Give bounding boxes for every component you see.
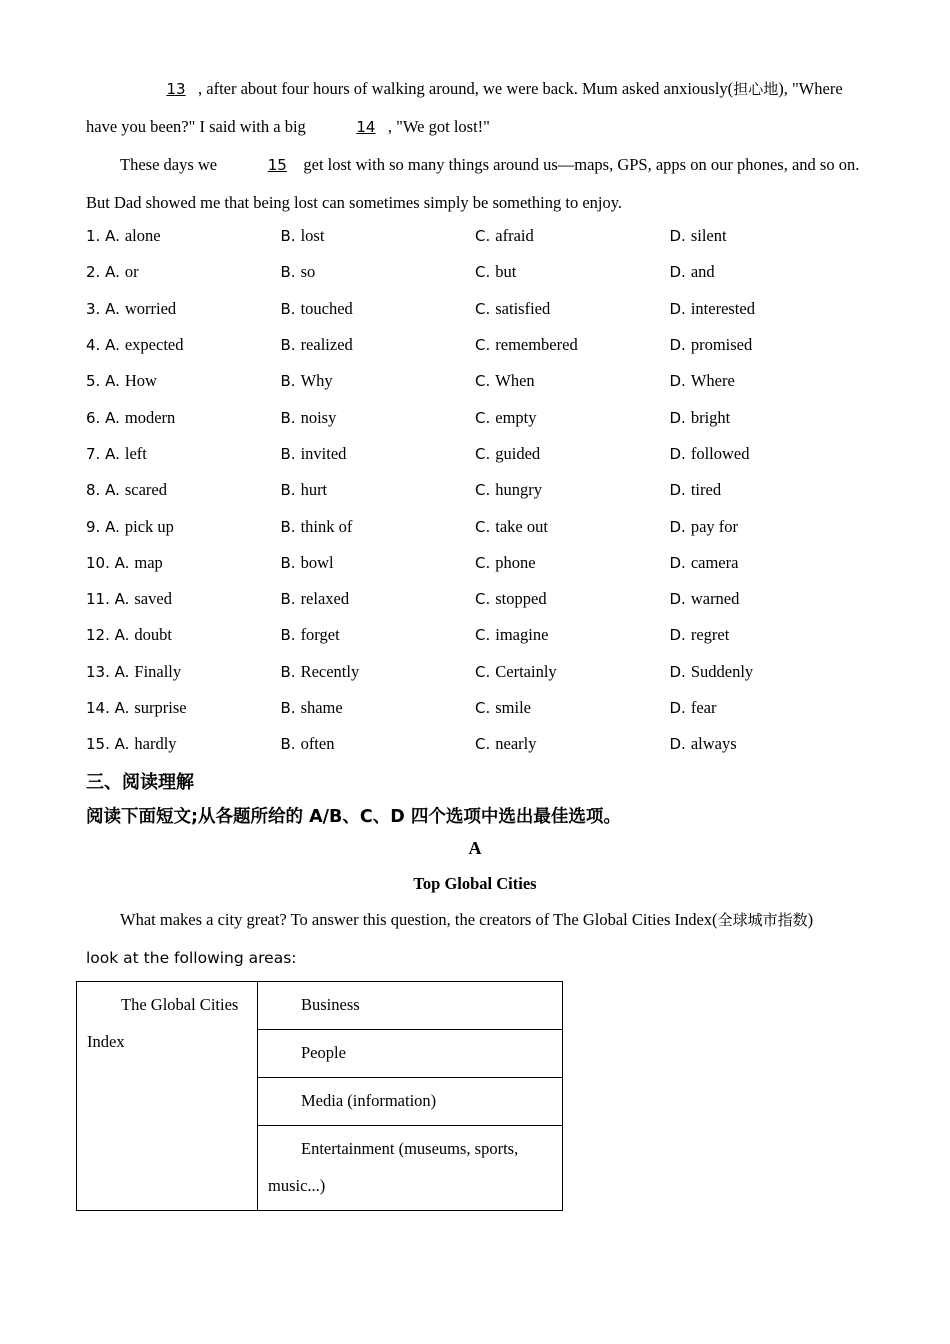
option-text: invited	[300, 443, 347, 463]
option-text: Where	[690, 371, 735, 391]
option-a	[86, 408, 281, 428]
option-text: Finally	[134, 661, 182, 681]
option-text: Recently	[300, 661, 360, 681]
option-text: Certainly	[495, 661, 557, 681]
option-label: 15. A.	[86, 735, 130, 754]
option-label: C.	[475, 444, 491, 463]
option-label: C.	[475, 263, 491, 282]
option-c	[475, 517, 670, 537]
option-c	[475, 662, 670, 682]
option-text: camera	[690, 552, 739, 572]
option-label: C.	[475, 481, 491, 500]
option-a	[86, 698, 281, 718]
option-label: C.	[475, 336, 491, 355]
question-row	[86, 581, 886, 617]
option-label: D.	[669, 699, 686, 717]
option-label: 13. A.	[86, 662, 130, 681]
option-a	[86, 226, 281, 246]
option-label: C.	[475, 590, 491, 609]
option-b	[281, 589, 476, 609]
option-label: B.	[280, 372, 296, 391]
option-a	[86, 299, 281, 319]
option-a	[86, 262, 281, 282]
option-a	[86, 335, 281, 355]
option-label: C.	[475, 662, 491, 681]
option-a	[86, 662, 281, 682]
option-c	[475, 335, 670, 355]
option-a	[86, 371, 281, 391]
option-text: forget	[300, 625, 340, 645]
option-text: empty	[495, 407, 537, 427]
option-text: Why	[300, 371, 333, 391]
option-text: afraid	[495, 226, 534, 246]
option-d	[670, 553, 870, 573]
option-label: 14. A.	[86, 699, 130, 717]
option-text: so	[300, 262, 316, 282]
table-row: People	[258, 1030, 563, 1078]
option-text: saved	[134, 589, 172, 609]
option-d	[670, 371, 870, 391]
option-d	[670, 226, 870, 246]
option-c	[475, 734, 670, 754]
option-a	[86, 553, 281, 573]
question-row	[86, 472, 886, 508]
option-text: surprise	[134, 698, 187, 717]
option-text: Suddenly	[690, 661, 754, 681]
option-text: relaxed	[300, 589, 350, 609]
question-row	[86, 327, 886, 363]
option-d	[670, 262, 870, 282]
option-label: D.	[669, 372, 686, 391]
option-text: stopped	[495, 589, 547, 609]
option-d	[670, 698, 870, 718]
option-label: D.	[669, 408, 686, 427]
question-row	[86, 545, 886, 581]
blank-15: 15	[267, 156, 287, 174]
option-label: D.	[669, 517, 686, 536]
option-label: D.	[669, 336, 686, 355]
section-heading: 三、阅读理解	[86, 772, 194, 793]
option-text: shame	[300, 698, 343, 717]
option-c	[475, 553, 670, 573]
option-label: 8. A.	[86, 481, 120, 500]
option-text: hungry	[495, 480, 542, 500]
option-c	[475, 371, 670, 391]
option-a	[86, 444, 281, 464]
question-row	[86, 726, 886, 762]
question-row	[86, 363, 886, 399]
option-b	[281, 371, 476, 391]
passage-paragraph-2: These days we 15 get lost with so many things around us—maps, GPS, apps on our phones, and so on. But Dad showed me that being lost can sometimes simply be something to enjoy.	[86, 146, 866, 221]
table-left-cell: The Global Cities Index	[77, 982, 258, 1211]
option-text: doubt	[134, 625, 172, 645]
option-c	[475, 408, 670, 428]
option-c	[475, 226, 670, 246]
option-label: D.	[669, 662, 686, 681]
option-label: B.	[280, 299, 296, 318]
option-text: and	[690, 262, 715, 282]
option-label: 7. A.	[86, 444, 120, 463]
option-label: C.	[475, 408, 491, 427]
option-c	[475, 262, 670, 282]
option-text: regret	[690, 625, 730, 645]
option-text: phone	[495, 552, 536, 572]
option-label: B.	[280, 662, 296, 681]
option-text: but	[495, 262, 517, 282]
option-b	[281, 408, 476, 428]
option-text: satisfied	[495, 298, 551, 318]
option-text: take out	[495, 516, 548, 536]
option-c	[475, 589, 670, 609]
option-a	[86, 734, 281, 754]
option-d	[670, 517, 870, 537]
option-text: expected	[124, 335, 184, 355]
question-row	[86, 254, 886, 290]
option-b	[281, 517, 476, 537]
option-label: B.	[280, 626, 296, 645]
option-label: B.	[280, 444, 296, 463]
cloze-passage	[86, 70, 866, 221]
option-c	[475, 625, 670, 645]
option-text: think of	[300, 516, 353, 536]
option-d	[670, 480, 870, 500]
table-row: Business	[258, 982, 563, 1030]
option-text: imagine	[495, 625, 549, 645]
option-text: touched	[300, 298, 353, 318]
question-row	[86, 218, 886, 254]
option-label: B.	[280, 408, 296, 427]
option-text: alone	[124, 226, 161, 246]
option-label: 10. A.	[86, 553, 130, 572]
option-label: C.	[475, 553, 491, 572]
option-a	[86, 480, 281, 500]
question-row	[86, 690, 886, 726]
table-row: Entertainment (museums, sports, music...)	[258, 1126, 563, 1211]
option-label: 11. A.	[86, 590, 130, 609]
option-label: D.	[669, 481, 686, 500]
option-text: worried	[124, 298, 177, 318]
option-text: warned	[690, 589, 740, 609]
option-b	[281, 299, 476, 319]
option-label: D.	[669, 263, 686, 282]
option-text: tired	[690, 480, 722, 500]
option-label: 2. A.	[86, 263, 120, 282]
blank-13: 13	[166, 80, 186, 98]
option-text: hardly	[134, 734, 177, 754]
option-label: D.	[669, 626, 686, 645]
option-label: D.	[669, 227, 686, 246]
option-label: 1. A.	[86, 227, 120, 246]
option-label: C.	[475, 735, 491, 754]
table-row: Media (information)	[258, 1078, 563, 1126]
question-row	[86, 617, 886, 653]
option-label: 4. A.	[86, 336, 120, 355]
option-text: pick up	[124, 516, 174, 536]
option-label: B.	[280, 553, 296, 572]
option-label: B.	[280, 735, 296, 754]
passage-title: Top Global Cities	[413, 874, 537, 893]
question-row	[86, 291, 886, 327]
option-b	[281, 698, 476, 718]
option-b	[281, 734, 476, 754]
option-text: How	[124, 371, 157, 391]
question-row	[86, 436, 886, 472]
option-text: bright	[690, 407, 731, 427]
options-list	[86, 218, 886, 762]
option-text: nearly	[495, 734, 537, 754]
option-text: scared	[124, 480, 167, 500]
option-label: B.	[280, 481, 296, 500]
option-d	[670, 662, 870, 682]
option-b	[281, 480, 476, 500]
option-d	[670, 589, 870, 609]
option-text: left	[124, 443, 147, 463]
option-label: 5. A.	[86, 372, 120, 391]
option-b	[281, 444, 476, 464]
option-text: silent	[690, 226, 727, 246]
option-text: When	[495, 371, 535, 391]
option-text: pay for	[690, 516, 739, 536]
option-label: C.	[475, 699, 491, 717]
reading-intro: What makes a city great? To answer this question, the creators of The Global Cities Index(全球城市指数) look at the following areas:	[86, 910, 814, 967]
question-row	[86, 508, 886, 544]
option-b	[281, 226, 476, 246]
option-label: B.	[280, 699, 296, 717]
option-b	[281, 553, 476, 573]
blank-14: 14	[356, 118, 376, 136]
option-d	[670, 734, 870, 754]
option-a	[86, 589, 281, 609]
option-label: C.	[475, 299, 491, 318]
option-b	[281, 262, 476, 282]
option-label: D.	[669, 299, 686, 318]
option-text: hurt	[300, 480, 328, 500]
option-text: noisy	[300, 407, 337, 427]
question-row	[86, 399, 886, 435]
option-label: C.	[475, 626, 491, 645]
option-text: promised	[690, 335, 753, 355]
option-d	[670, 299, 870, 319]
option-d	[670, 408, 870, 428]
option-d	[670, 335, 870, 355]
option-text: or	[124, 262, 139, 282]
option-a	[86, 625, 281, 645]
option-a	[86, 517, 281, 537]
option-d	[670, 625, 870, 645]
option-c	[475, 299, 670, 319]
passage-paragraph-1: 13 , after about four hours of walking around, we were back. Mum asked anxiously(担心地), "Where have you been?" I said with a big 14 , "We got lost!"	[86, 70, 866, 146]
option-text: realized	[300, 335, 353, 355]
option-b	[281, 662, 476, 682]
option-text: always	[690, 734, 737, 754]
option-text: fear	[690, 698, 717, 717]
option-label: 9. A.	[86, 517, 120, 536]
global-cities-index-table	[76, 981, 563, 1211]
option-text: lost	[300, 226, 325, 246]
option-text: bowl	[300, 552, 334, 572]
option-label: 3. A.	[86, 299, 120, 318]
option-text: guided	[495, 443, 541, 463]
question-row	[86, 654, 886, 690]
option-text: often	[300, 734, 335, 754]
option-text: followed	[690, 443, 750, 463]
option-text: smile	[495, 698, 531, 717]
option-b	[281, 335, 476, 355]
option-label: B.	[280, 263, 296, 282]
option-label: D.	[669, 553, 686, 572]
option-c	[475, 698, 670, 718]
option-label: B.	[280, 227, 296, 246]
option-label: D.	[669, 590, 686, 609]
option-label: D.	[669, 735, 686, 754]
option-label: B.	[280, 590, 296, 609]
option-text: interested	[690, 298, 755, 318]
option-b	[281, 625, 476, 645]
option-text: map	[134, 552, 163, 572]
option-text: remembered	[495, 335, 578, 355]
option-label: C.	[475, 372, 491, 391]
option-c	[475, 444, 670, 464]
option-label: B.	[280, 336, 296, 355]
option-label: C.	[475, 517, 491, 536]
option-d	[670, 444, 870, 464]
option-label: 12. A.	[86, 626, 130, 645]
option-label: 6. A.	[86, 408, 120, 427]
option-c	[475, 480, 670, 500]
section-instruction: 阅读下面短文;从各题所给的 A/B、C、D 四个选项中选出最佳选项。	[86, 807, 621, 827]
option-text: modern	[124, 407, 176, 427]
option-label: D.	[669, 444, 686, 463]
option-label: B.	[280, 517, 296, 536]
passage-letter: A	[468, 838, 482, 858]
option-label: C.	[475, 227, 491, 246]
